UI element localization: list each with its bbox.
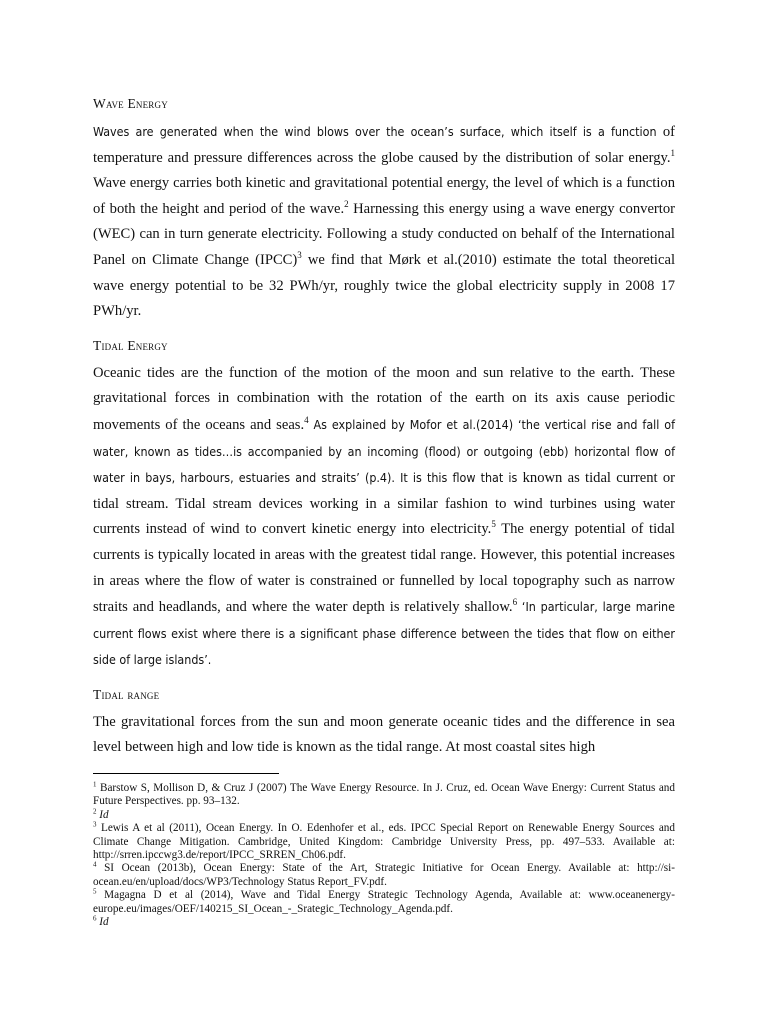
paragraph-text: ‘In particular, large marine current flows exist where there is a significant phase difference between the tides that flow on either side of large islands’. [93,599,675,668]
section-heading: Wave Energy [93,96,168,111]
paragraph-text: Waves are generated when the wind blows over the ocean’s surface, which itself is a function [93,124,657,139]
paragraph-text: Oceanic tides are the function of the motion of the moon and sun relative to the earth. These gravitational forces in combination with the rotation of the earth on its axis cause periodic movements of the oceans and seas. [93,364,675,433]
footnotes [93,782,675,929]
footnote-text: Barstow S, Mollison D, & Cruz J (2007) The Wave Energy Resource. In J. Cruz, ed. Ocean Wave Energy: Current Status and Future Perspectives. pp. 93–132. [93,782,675,808]
paragraph-text: known as tidal current or tidal stream. Tidal stream devices working in a similar fashion to wind turbines using water currents instead of wind to convert kinetic energy into electricity. [93,470,676,538]
section-heading: Tidal Energy [93,337,168,353]
section-heading: Tidal range [93,686,160,702]
footnote-number: 1 [93,780,97,789]
footnote-reference: 5 [491,519,496,530]
footnote-separator [93,773,279,774]
paragraph-text: The energy potential of tidal currents is typically located in areas with the greatest tidal range. However, this potential increases in areas where the flow of water is constrained or funnelled by local topography such as narrow straits and headlands, and where the water depth is relatively shallow. [93,521,675,616]
footnote-reference: 3 [297,250,302,261]
paragraph-text: of temperature and pressure differences across the globe caused by the distribution of solar energy. [93,124,675,166]
footnote [93,782,675,809]
footnote [93,822,675,862]
paragraph-text: Wave energy carries both kinetic and gravitational potential energy, the level of which is a function of both the height and period of the wave. [93,175,675,217]
footnote-reference: 6 [512,597,518,608]
section-wave-energy [93,95,675,325]
footnote [93,809,675,822]
footnote-text: Id [99,808,109,821]
section-paragraph [93,361,675,674]
section-paragraph [93,710,675,761]
document-body [93,95,675,773]
footnote-text: Lewis A et al (2011), Ocean Energy. In O. Edenhofer et al., eds. IPCC Special Report on Renewable Energy Sources and Climate Change Mitigation. Cambridge, United Kingdom: Cambridge University Press, pp. 497–533. Available at: http://srren.ipccwg3.de/report/IPCC_SRREN_Ch06.pdf. [93,822,675,862]
footnote [93,916,675,929]
paragraph-text: The gravitational forces from the sun and moon generate oceanic tides and the difference in sea level between high and low tide is known as the tidal range. At most coastal sites high [93,713,675,756]
section-tidal-energy [93,337,675,674]
footnote-reference: 1 [670,147,675,158]
section-tidal-range [93,686,675,761]
footnote-text: SI Ocean (2013b), Ocean Energy: State of the Art, Strategic Initiative for Ocean Energy. Available at: http://si-ocean.eu/en/upload/docs/WP3/Technology Status Report_FV.pdf. [93,862,675,888]
paragraph-text: Harnessing this energy using a wave energy convertor (WEC) can in turn generate electricity. Following a study conducted on behalf of the International Panel on Climate Change (IPCC) [93,200,675,268]
footnote [93,862,675,889]
footnote-number: 6 [93,914,97,923]
footnote-reference: 4 [304,415,309,426]
footnote-reference: 2 [344,198,349,209]
footnote-number: 5 [93,887,97,896]
footnote [93,889,675,916]
footnote-text: Id [99,916,109,929]
footnote-number: 3 [93,820,97,829]
section-paragraph [93,119,675,325]
footnote-number: 2 [93,807,97,816]
paragraph-text: As explained by Mofor et al.(2014) ‘the vertical rise and fall of water, known as tides…is accompanied by an incoming (flood) or outgoing (ebb) horizontal flow of water in bays, harbours, estuaries and straits’ (p.4). It is this flow that is [93,416,676,486]
footnote-text: Magagna D et al (2014), Wave and Tidal Energy Strategic Technology Agenda, Available at: www.oceanenergy-europe.eu/images/OEF/140215_SI_Ocean_-_Srategic_Technology_Agenda.pdf. [93,889,675,915]
paragraph-text: we find that Mørk et al.(2010) estimate the total theoretical wave energy potential to be 32 PWh/yr, roughly twice the global electricity supply in 2008 17 PWh/yr. [93,251,675,320]
footnote-number: 4 [93,860,97,869]
